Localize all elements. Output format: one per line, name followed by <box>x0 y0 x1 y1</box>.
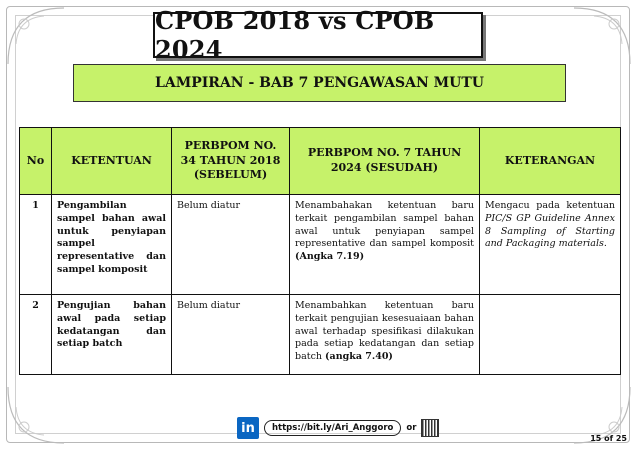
row-keterangan <box>480 295 621 375</box>
row-sebelum: Belum diatur <box>172 295 290 375</box>
or-label: or <box>406 423 417 433</box>
row-sesudah <box>290 295 480 375</box>
header-no: No <box>20 128 52 195</box>
header-perbpom-2018: PERBPOM NO. 34 TAHUN 2018 (SEBELUM) <box>172 128 290 195</box>
page-title-box <box>153 6 483 64</box>
header-perbpom-2024: PERBPOM NO. 7 TAHUN 2024 (SESUDAH) <box>290 128 480 195</box>
row-number: 2 <box>20 295 52 375</box>
table-row <box>20 195 621 295</box>
linkedin-icon[interactable]: in <box>237 417 259 439</box>
header-keterangan: KETERANGAN <box>480 128 621 195</box>
row-ketentuan: Pengujian bahan awal pada setiap kedatangan dan setiap batch <box>52 295 172 375</box>
footer-links <box>237 416 439 440</box>
page-number: 15 of 25 <box>590 434 627 443</box>
row-ketentuan: Pengambilan sampel bahan awal untuk penyiapan sampel representative dan sampel komposit <box>52 195 172 295</box>
qr-code-icon[interactable] <box>421 419 439 437</box>
corner-ornament-top-left <box>4 4 74 74</box>
row-keterangan-italic: PIC/S GP Guideline Annex 8 Sampling of Starting and Packaging materials. <box>485 212 615 250</box>
header-ketentuan: KETENTUAN <box>52 128 172 195</box>
row-keterangan <box>480 195 621 295</box>
table-row <box>20 295 621 375</box>
corner-ornament-top-right <box>564 4 634 74</box>
table-header-row <box>20 128 621 195</box>
row-sesudah-text: Menambahakan ketentuan baru terkait pengambilan sampel bahan awal untuk penyiapan sampel representative dan sampel komposit <box>295 200 474 250</box>
row-sebelum: Belum diatur <box>172 195 290 295</box>
comparison-table <box>19 127 621 375</box>
row-sesudah-ref: (Angka 7.19) <box>295 251 365 263</box>
profile-link[interactable]: https://bit.ly/Ari_Anggoro <box>264 420 401 436</box>
row-sesudah <box>290 195 480 295</box>
row-sesudah-ref: (angka 7.40) <box>325 351 393 363</box>
section-title: LAMPIRAN - BAB 7 PENGAWASAN MUTU <box>155 75 484 91</box>
page-title: CPOB 2018 vs CPOB 2024 <box>155 6 435 64</box>
row-number: 1 <box>20 195 52 295</box>
row-sesudah-text: Menambahkan ketentuan baru terkait pengujian kesesuaiaan bahan awal terhadap spesifikasi dilakukan pada setiap kedatangan dan setiap batch <box>295 300 474 363</box>
corner-ornament-bottom-left <box>4 377 74 447</box>
section-banner <box>73 64 566 102</box>
row-keterangan-text: Mengacu pada ketentuan <box>485 200 615 211</box>
